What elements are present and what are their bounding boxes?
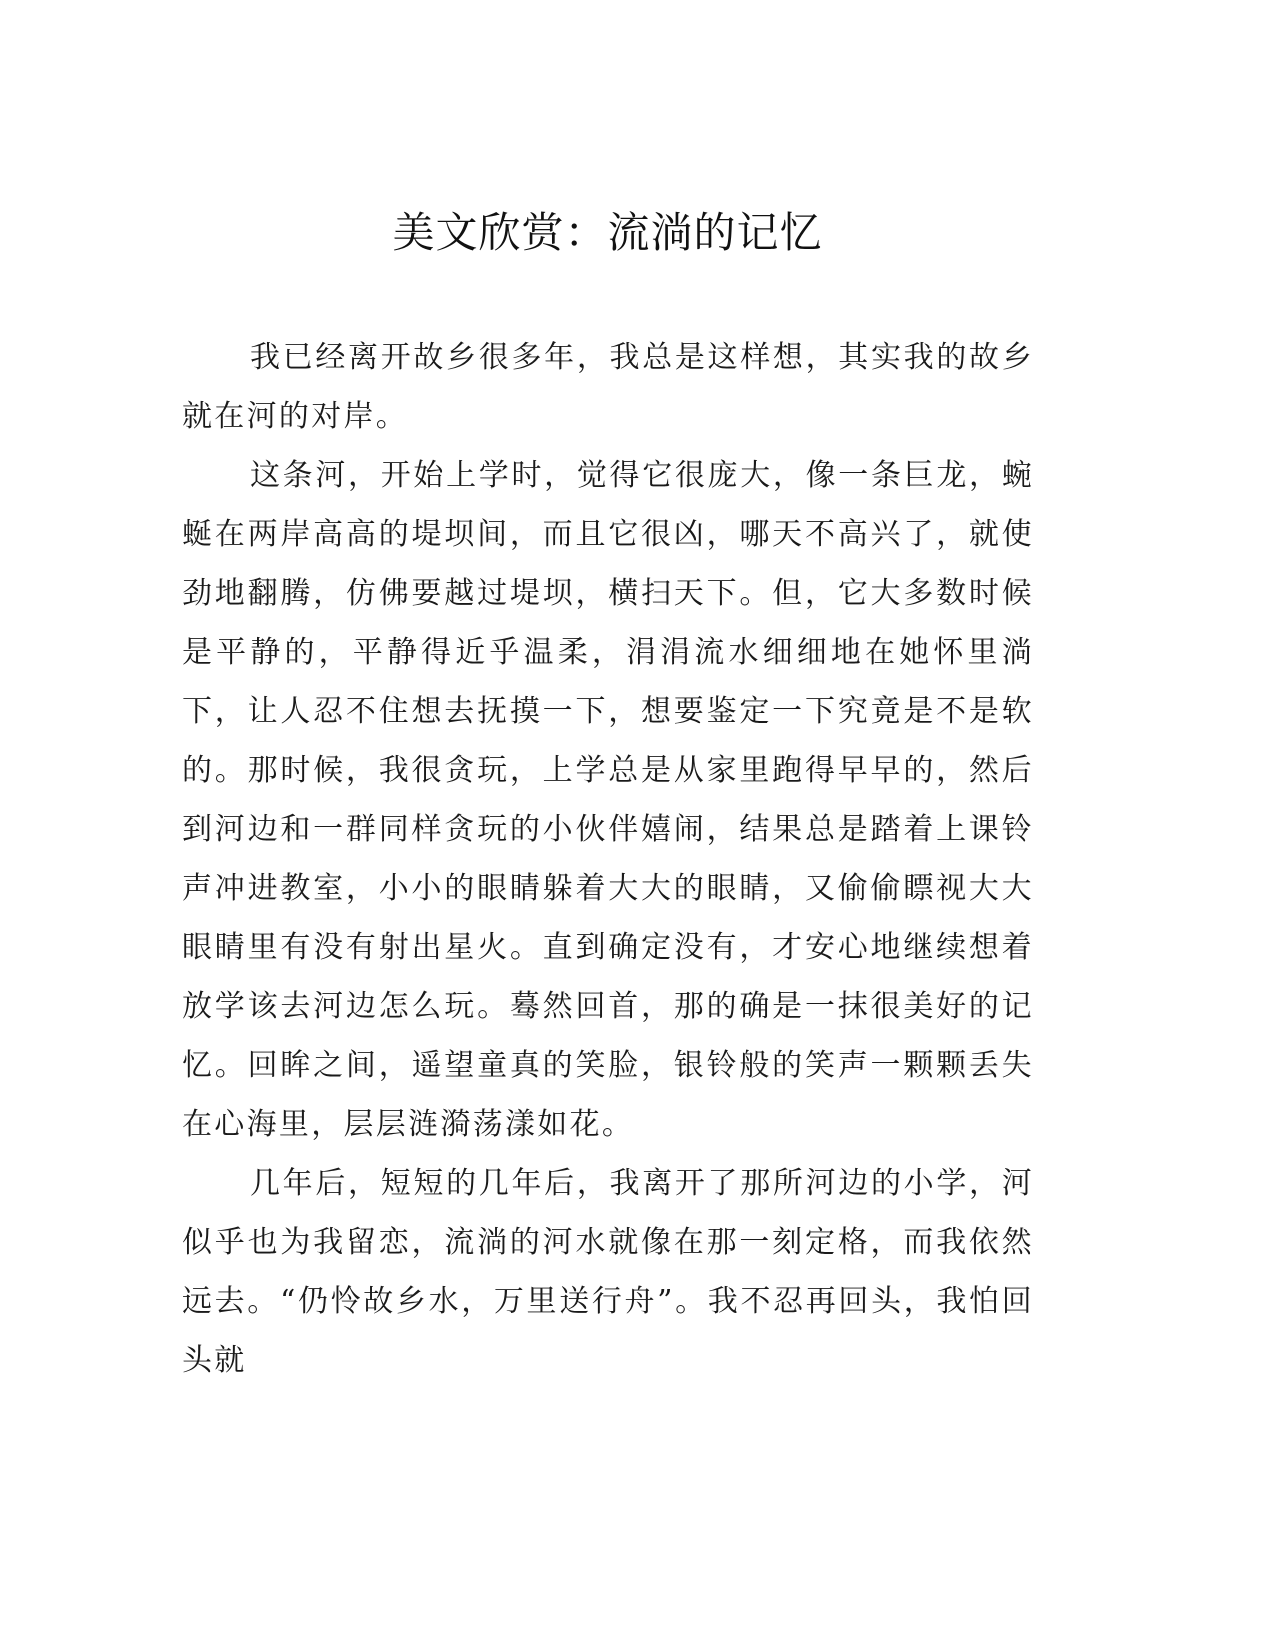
- document-body: [182, 328, 1034, 1390]
- paragraph-3: 几年后，短短的几年后，我离开了那所河边的小学，河似乎也为我留恋，流淌的河水就像在那一刻定格，而我依然远去。“仍怜故乡水，万里送行舟”。我不忍再回头，我怕回头就: [182, 1166, 1034, 1378]
- paragraph-2: 这条河，开始上学时，觉得它很庞大，像一条巨龙，蜿蜒在两岸高高的堤坝间，而且它很凶，哪天不高兴了，就使劲地翻腾，仿佛要越过堤坝，横扫天下。但，它大多数时候是平静的，平静得近乎温柔，涓涓流水细细地在她怀里淌下，让人忍不住想去抚摸一下，想要鉴定一下究竟是不是软的。那时候，我很贪玩，上学总是从家里跑得早早的，然后到河边和一群同样贪玩的小伙伴嬉闹，结果总是踏着上课铃声冲进教室，小小的眼睛躲着大大的眼睛，又偷偷瞟视大大眼睛里有没有射出星火。直到确定没有，才安心地继续想着放学该去河边怎么玩。蓦然回首，那的确是一抹很美好的记忆。回眸之间，遥望童真的笑脸，银铃般的笑声一颗颗丢失在心海里，层层涟漪荡漾如花。: [182, 458, 1034, 1142]
- document-title: 美文欣赏：流淌的记忆: [392, 208, 823, 257]
- paragraph-1: 我已经离开故乡很多年，我总是这样想，其实我的故乡就在河的对岸。: [182, 340, 1034, 434]
